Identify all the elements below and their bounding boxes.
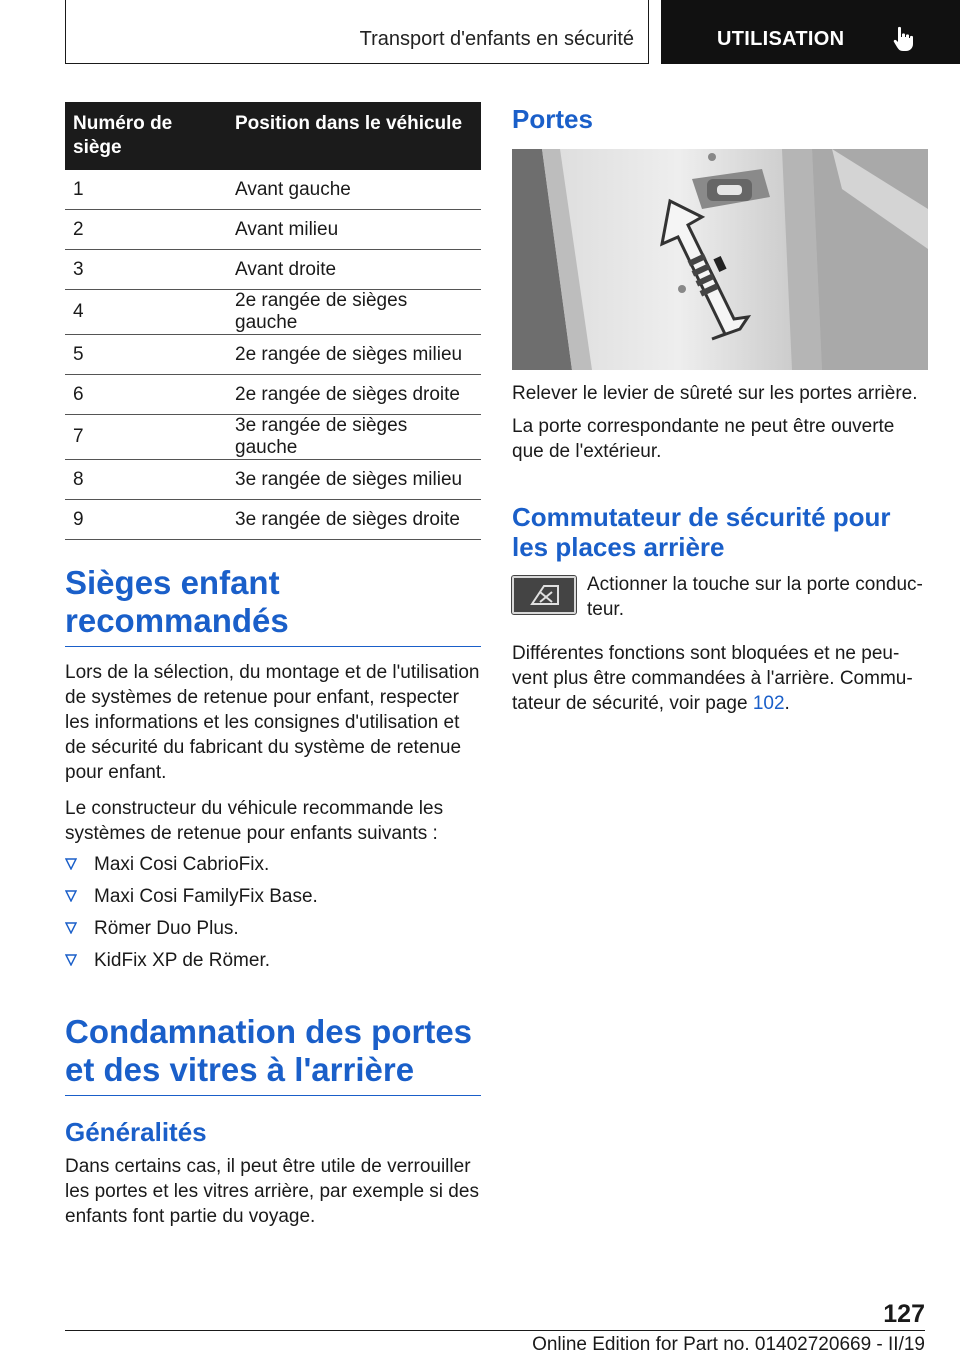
- seat-position: 2e rangée de sièges droite: [227, 375, 481, 415]
- switch-paragraph: Actionner la touche sur la porte conducteur.: [587, 574, 923, 620]
- table-row: [65, 210, 481, 250]
- general-paragraph: Dans certains cas, il peut être utile de verrouiller les portes et les vitres arrière, par exemple si des enfants font partie du voyage.: [65, 1156, 479, 1227]
- list-item: Römer Duo Plus.: [65, 915, 481, 947]
- table-row: [65, 335, 481, 375]
- table-header-position: Position dans le véhicule: [227, 102, 481, 170]
- safety-switch-button-icon: [512, 576, 576, 614]
- seat-number: 4: [65, 290, 227, 335]
- table-row: [65, 250, 481, 290]
- seat-position: 3e rangée de sièges milieu: [227, 460, 481, 500]
- door-child-lock-illustration: [512, 149, 928, 370]
- table-row: [65, 500, 481, 540]
- page-reference-link[interactable]: 102: [752, 693, 785, 714]
- seat-position: Avant gauche: [227, 170, 481, 210]
- seat-position-table: [65, 102, 481, 540]
- seat-number: 2: [65, 210, 227, 250]
- seat-position: Avant milieu: [227, 210, 481, 250]
- heading-doors: Portes: [512, 104, 593, 134]
- seats-paragraph-1: Lors de la sélection, du montage et de l'utilisation de systèmes de retenue pour enfant, respecter les informations et les consignes d'utilisation et de sécurité du fabricant du système de retenue pour enfant.: [65, 662, 480, 783]
- table-row: [65, 460, 481, 500]
- footer-divider: [65, 1330, 925, 1331]
- window-lock-icon: [514, 578, 574, 612]
- page-number: 127: [883, 1300, 925, 1328]
- blocked-functions-paragraph: Différentes fonctions sont bloquées et ne peuvent plus être commandées à l'arrière. Commutateur de sécurité, voir page 102.: [512, 643, 913, 714]
- heading-recommended-child-seats: Sièges enfant recommandés: [65, 564, 481, 647]
- triangle-bullet-icon: [65, 858, 77, 870]
- doors-paragraph-2: La porte correspondante ne peut être ouverte que de l'extérieur.: [512, 416, 895, 462]
- header-section-title: Transport d'enfants en sécurité: [359, 28, 634, 50]
- seat-number: 1: [65, 170, 227, 210]
- header-chapter-tab[interactable]: [661, 0, 960, 64]
- heading-general: Généralités: [65, 1117, 207, 1147]
- seat-position: Avant droite: [227, 250, 481, 290]
- table-row: [65, 170, 481, 210]
- list-item: Maxi Cosi FamilyFix Base.: [65, 883, 481, 915]
- heading-door-window-lock: Condamnation des portes et des vitres à l'arrière: [65, 1013, 481, 1096]
- table-row: [65, 290, 481, 335]
- seat-position: 3e rangée de sièges droite: [227, 500, 481, 540]
- seat-number: 7: [65, 415, 227, 460]
- triangle-bullet-icon: [65, 890, 77, 902]
- triangle-bullet-icon: [65, 954, 77, 966]
- triangle-bullet-icon: [65, 922, 77, 934]
- recommended-seats-list: [65, 851, 481, 979]
- seat-position: 2e rangée de sièges milieu: [227, 335, 481, 375]
- seat-number: 9: [65, 500, 227, 540]
- table-header-seat-number: Numéro de siège: [65, 102, 227, 170]
- seat-number: 5: [65, 335, 227, 375]
- table-header-row: [65, 102, 481, 170]
- table-row: [65, 415, 481, 460]
- seat-number: 3: [65, 250, 227, 290]
- seat-number: 8: [65, 460, 227, 500]
- seat-position: 3e rangée de sièges gauche: [227, 415, 481, 460]
- seat-position: 2e rangée de sièges gauche: [227, 290, 481, 335]
- list-item: Maxi Cosi CabrioFix.: [65, 851, 481, 883]
- seat-number: 6: [65, 375, 227, 415]
- footer-edition-text: Online Edition for Part no. 01402720669 - II/19: [532, 1334, 925, 1355]
- pointing-hand-icon: [893, 26, 915, 52]
- list-item: KidFix XP de Römer.: [65, 947, 481, 979]
- header-chapter-label: UTILISATION: [717, 28, 845, 50]
- header-section-box: [65, 0, 649, 64]
- table-row: [65, 375, 481, 415]
- doors-paragraph-1: Relever le levier de sûreté sur les portes arrière.: [512, 383, 918, 404]
- heading-safety-switch: Commutateur de sécurité pour les places arrière: [512, 502, 891, 562]
- seats-paragraph-2: Le constructeur du véhicule recommande les systèmes de retenue pour enfants suivants :: [65, 798, 444, 844]
